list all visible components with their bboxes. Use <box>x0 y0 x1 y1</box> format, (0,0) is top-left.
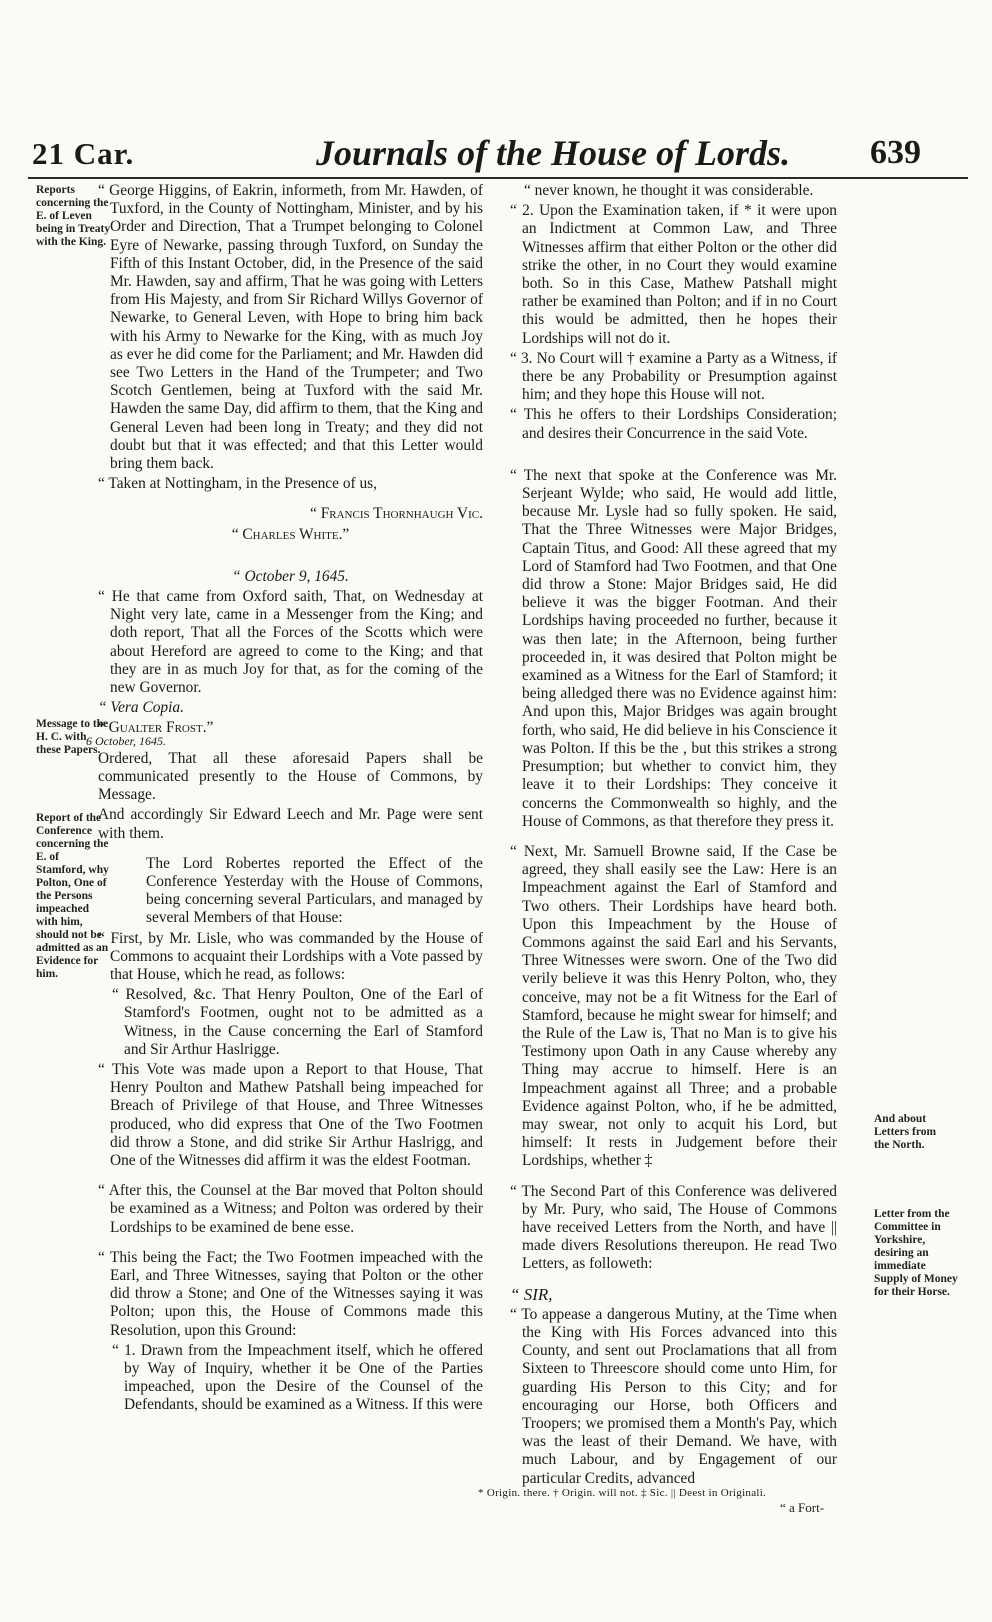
paragraph: “ Resolved, &c. That Henry Poulton, One of the Earl of Stamford's Footmen, ought not to be admitted as a Witness, in the Cause concerning the Earl of Stamford and Sir Arthur Haslrigge. <box>112 986 483 1058</box>
paragraph: “ The next that spoke at the Conference was Mr. Serjeant Wylde; who said, He would add little, because Mr. Lysle had so fully spoken. He said, That the Three Witnesses were Major Bridges, Captain Titus, and Good: All these agreed that my Lord of Stamford had Two Footmen, and that One did throw a Stone: Major Bridges said, He did believe it was the bigger Footman. And their Lordships having proceeded no further, because it was then late; in the Afternoon, being further proceeded in, it was desired that Polton might be examined as a Witness for the Earl of Stamford; it being alledged there was no Evidence against him: And upon this, Major Bridges was again brought forth, who said, He did believe in his Conscience it was Polton. If this be the , but this strikes a strong Presumption; but whether to convict him, they leave it to their Lordships: They conceive it concerns the Commonwealth so highly, and the House of Commons, as that therefore they press it. <box>510 466 838 830</box>
paragraph: “ 2. Upon the Examination taken, if * it were upon an Indictment at Common Law, and Three Witnesses affirm that either Polton or the other did strike the other, in no Court they would examine both. So in this Case, Mathew Patshall might rather be examined than Polton; and if in no Court this would be admitted, then he hopes their Lordships will not do it. <box>510 202 837 347</box>
footnotes: * Origin. there. † Origin. will not. ‡ Sic. || Deest in Originali. <box>478 1487 767 1499</box>
paragraph: “ Next, Mr. Samuell Browne said, If the Case be agreed, they shall easily see the Law: Here is an Impeachment against the Earl of Stamford and Two others. Their Lordships have heard both. Upon this Impeachment by the House of Commons against the said Earl and his Servants, Three Witnesses were sworn. One of the Two did verily believe it was this Henry Polton, who, they conceive, may not be a fit Witness for the Earl of Stamford, because he might swear for himself; and the Rule of the Law is, That no Man is to give his Testimony upon Oath in any Cause whereby any Thing may accrue to himself. Here is an Impeachment against all Three; and a probable Evidence against Polton, who, if he be admitted, may swear, not only to acquit his Lord, but himself: It rests in Judgement before their Lordships, whether ‡ <box>510 842 837 1170</box>
paragraph: “ Vera Copia. <box>98 699 184 717</box>
paragraph: “ The Second Part of this Conference was delivered by Mr. Pury, who said, The House of Commons have received Letters from the North, and have || made divers Resolutions thereupon. He read Two Letters, as followeth: <box>510 1182 837 1273</box>
paragraph: “ To appease a dangerous Mutiny, at the Time when the King with His Forces advanced into this County, and sent out Proclamations that all from Sixteen to Threescore should come unto Him, for guarding His Person to this City; and for encouraging our Horse, both Officers and Troopers; we promised them a Month's Pay, which was the least of their Demand. We have, with much Labour, and by Engagement of our particular Credits, advanced <box>510 1305 837 1487</box>
paragraph: “ This being the Fact; the Two Footmen impeached with the Earl, and Three Witnesses, saying that Polton or the other did throw a Stone; and One of the Witnesses saying it was Polton; upon this, the House of Commons made this Resolution, upon this Ground: <box>98 1248 483 1339</box>
running-head-left: 21 Car. <box>32 136 135 171</box>
paragraph: “ never known, he thought it was considerable. <box>524 182 814 199</box>
margin-note-date: 6 October, 1645. <box>86 734 166 748</box>
margin-note-leven: Reports concerning the E. of Leven being in Treaty with the King. <box>36 184 111 248</box>
paragraph: “ He that came from Oxford saith, That, on Wednesday at Night very late, came in a Messenger from the King; and doth report, That all the Forces of the Scotts which were about Hereford are agreed to come to the King; and that they are in as much Joy for that, as for the coming of the new Governor. <box>98 588 483 697</box>
paragraph: The Lord Robertes reported the Effect of the Conference Yesterday with the House of Commons, being concerning several Particulars, and managed by several Members of that House: <box>146 854 483 927</box>
margin-note-message: Message to the H. C. with these Papers. <box>36 718 109 756</box>
paragraph: “ This Vote was made upon a Report to that House, That Henry Poulton and Mathew Patshall being impeached for Breach of Privilege of that House, and Three Witnesses produced, who did express that One of the Two Footmen did throw a Stone, and did strike Sir Arthur Haslrigg, and One of the Witnesses did affirm it was the eldest Footman. <box>98 1060 483 1169</box>
paragraph: And accordingly Sir Edward Leech and Mr. Page were sent with them. <box>98 806 483 842</box>
paragraph: “ George Higgins, of Eakrin, informeth, from Mr. Hawden, of Tuxford, in the County of Nottingham, Minister, and by his Order and Direction, That a Trumpet belonging to Colonel Eyre of Newarke, passing through Tuxford, on Sunday the Fifth of this Instant October, did, in the Presence of the said Mr. Hawden, say and affirm, That he was going with Letters from His Majesty, and from Sir Richard Willys Governor of Newarke, to General Leven, with Hope to bring him back with his Army to Newarke for the King, with as much Joy as ever he did come for the Parliament; and Mr. Hawden did see Two Letters in the Hand of the Trumpeter; and Two Scotch Gentlemen, being at Tuxford with the said Mr. Hawden the same Day, did affirm to them, that the King and General Leven had been long in Treaty; and they did not doubt but that it was effected; and that this Letter would bring them back. <box>98 182 483 473</box>
salutation: “ SIR, <box>510 1284 553 1304</box>
right-column <box>510 182 837 1490</box>
paragraph: “ Taken at Nottingham, in the Presence of us, <box>98 475 378 493</box>
catchword: “ a Fort- <box>780 1500 825 1515</box>
margin-note-letter: Letter from the Committee in Yorkshire, desiring an immediate Supply of Money for their Horse. <box>874 1208 958 1298</box>
signature: “ Francis Thornhaugh Vic. <box>310 505 483 523</box>
paragraph: “ First, by Mr. Lisle, who was commanded by the House of Commons to acquaint their Lordships with a Vote passed by that House, which he read, as follows: <box>98 929 483 983</box>
paragraph: “ 1. Drawn from the Impeachment itself, which he offered by Way of Inquiry, whether it be One of the Parties impeached, upon the Desire of the Counsel of the Defendants, should be examined as a Witness. If this were <box>112 1341 483 1414</box>
paragraph: “ This he offers to their Lordships Consideration; and desires their Concurrence in the said Vote. <box>510 406 837 442</box>
paragraph: Ordered, That all these aforesaid Papers shall be communicated presently to the House of Commons, by Message. <box>98 749 483 804</box>
page-number: 639 <box>870 134 921 171</box>
running-head-title: Journals of the House of Lords. <box>316 133 791 173</box>
paragraph: “ After this, the Counsel at the Bar moved that Polton should be examined as a Witness; and Polton was ordered by their Lordships to be examined de bene esse. <box>98 1182 483 1236</box>
paragraph: “ 3. No Court will † examine a Party as a Witness, if there be any Probability or Presumption against him; and they hope this House will not. <box>510 349 837 404</box>
signature: “ Gualter Frost.” <box>98 719 214 737</box>
page-header <box>0 118 992 178</box>
margin-note-conference: Report of the Conference concerning the E. of Stamford, why Polton, One of the Persons impeached with him, should not be admitted as an Evidence for him. <box>36 812 109 980</box>
dateline: “ October 9, 1645. <box>232 567 349 585</box>
signature: “ Charles White.” <box>231 525 350 543</box>
left-column <box>98 182 483 1417</box>
margin-note-north: And about Letters from the North. <box>874 1113 937 1151</box>
header-rule <box>28 177 968 179</box>
